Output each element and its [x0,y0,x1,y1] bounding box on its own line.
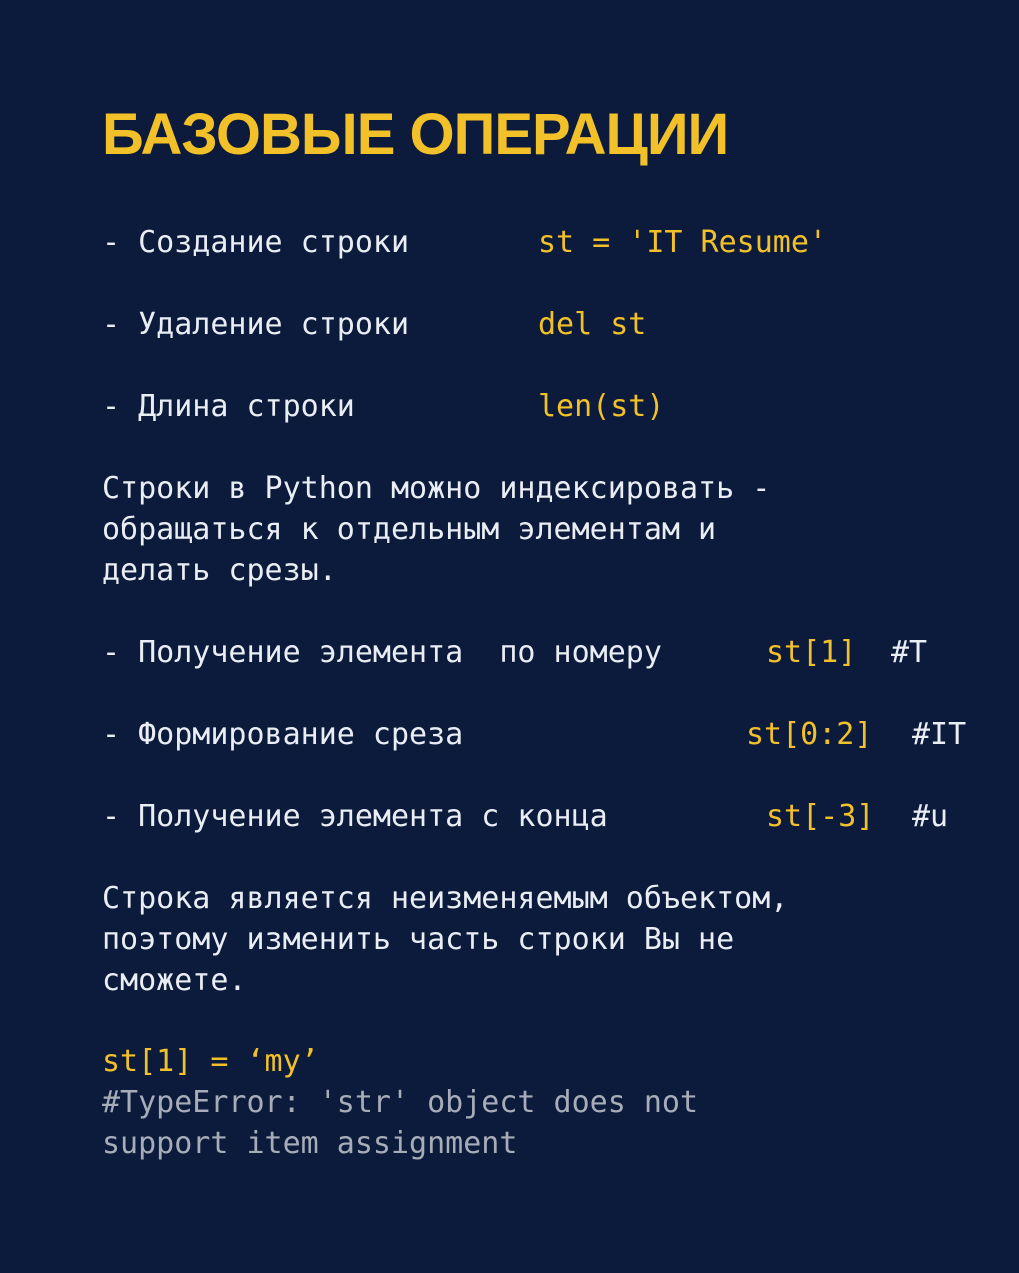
paragraph-line: поэтому изменить часть строки Вы не [102,922,735,957]
index-code-from-end: st[-3] [766,799,875,834]
indexing-paragraph [102,468,922,591]
index-label-slice: - Формирование среза [102,717,464,752]
example-error-line: #TypeError: 'str' object does not [102,1085,699,1120]
index-comment-from-end: #u [912,799,949,834]
example-code: st[1] = ‘my’ [102,1044,319,1079]
index-label-from-end: - Получение элемента с конца [102,799,608,834]
operation-label-delete: - Удаление строки [102,307,410,342]
operation-label-create: - Создание строки [102,225,410,260]
operation-code-create: st = 'IT Resume' [538,225,827,260]
index-comment-by-number: #T [891,635,928,670]
page-title: БАЗОВЫЕ ОПЕРАЦИИ [102,102,729,167]
operation-label-length: - Длина строки [102,389,355,424]
operation-code-length: len(st) [538,389,665,424]
paragraph-line: обращаться к отдельным элементам и [102,512,717,547]
example-error-line: support item assignment [102,1126,518,1161]
paragraph-line: Строки в Python можно индексировать - [102,471,771,506]
operation-code-delete: del st [538,307,647,342]
immutable-paragraph [102,878,922,1001]
paragraph-line: сможете. [102,963,247,998]
index-comment-slice: #IT [912,717,967,752]
index-code-slice: st[0:2] [746,717,873,752]
index-code-by-number: st[1] [766,635,857,670]
paragraph-line: делать срезы. [102,553,337,588]
index-label-by-number: - Получение элемента по номеру [102,635,662,670]
paragraph-line: Строка является неизменяемым объектом, [102,881,789,916]
